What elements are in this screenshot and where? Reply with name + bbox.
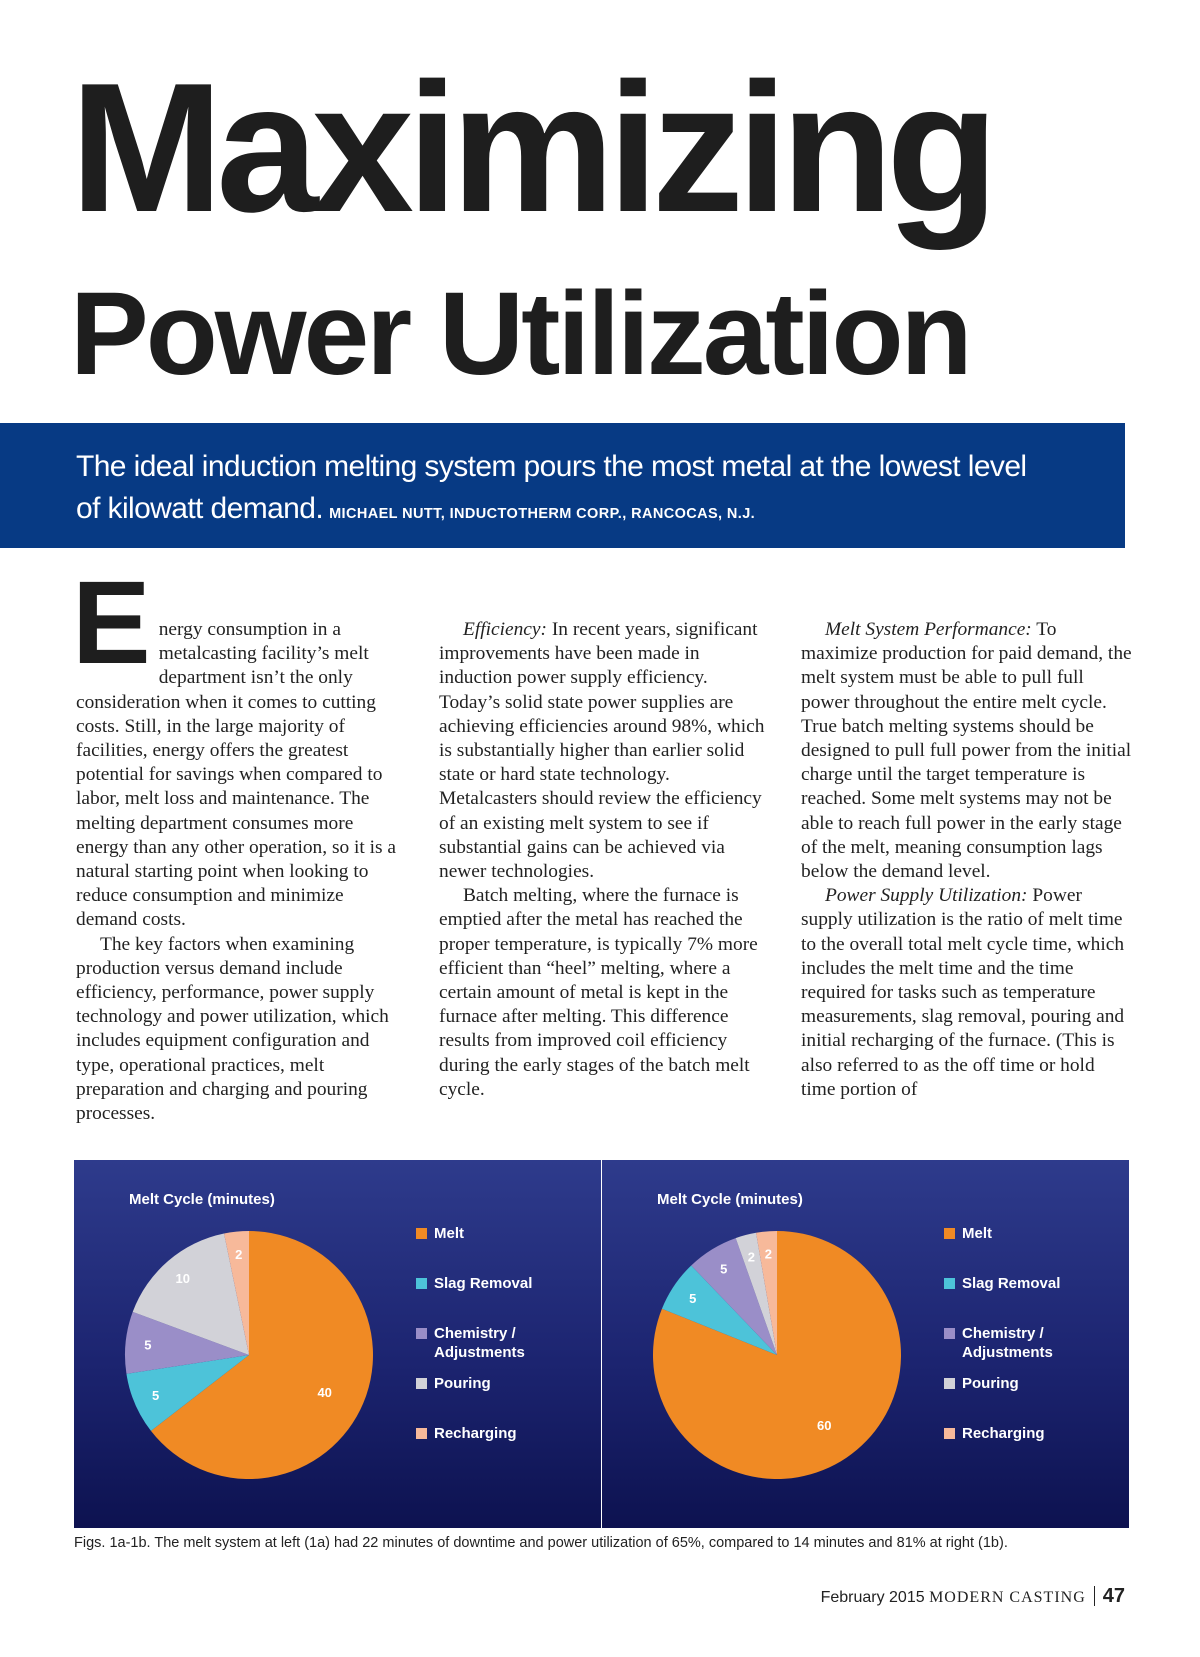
col3-lead-in-1: Melt System Performance: xyxy=(825,619,1032,640)
legend-swatch xyxy=(944,1228,955,1239)
pie-chart-1b xyxy=(602,1160,1129,1528)
legend-label: Slag Removal xyxy=(434,1275,533,1292)
slice-value-label: 2 xyxy=(235,1246,243,1262)
figure-caption: Figs. 1a-1b. The melt system at left (1a) had 22 minutes of downtime and power utilization of 65%, compared to 14 minutes and 81% at right (1b). xyxy=(74,1535,1008,1551)
chart-title: Melt Cycle (minutes) xyxy=(657,1191,803,1208)
slice-value-label: 10 xyxy=(175,1270,191,1286)
slice-value-label: 5 xyxy=(144,1337,152,1353)
headline-line-1: Maximizing xyxy=(70,44,992,250)
legend-label: Pouring xyxy=(962,1375,1019,1392)
drop-cap: E xyxy=(72,557,151,689)
headline-line-2: Power Utilization xyxy=(70,268,970,400)
legend-swatch xyxy=(416,1328,427,1339)
col2-paragraph-2: Batch melting, where the furnace is emptied after the metal has reached the proper temperature, is typically 7% more efficient than “heel” melting, where a certain amount of metal is kept in the furnace after melting. This difference results from improved coil efficiency during the early stages of the batch melt cycle. xyxy=(439,885,758,1100)
legend-label: Chemistry / Adjustments xyxy=(962,1325,1053,1361)
col1-paragraph-1: nergy consumption in a metalcasting facility’s melt department isn’t the only consideration when it comes to cutting costs. Still, in the large majority of facilities, energy offers the greatest potential for savings when compared to labor, melt loss and maintenance. The melting department consumes more energy than any other operation, so it is a natural starting point when looking to reduce consumption and minimize demand costs. xyxy=(76,619,397,931)
legend-label: Chemistry / Adjustments xyxy=(434,1325,525,1361)
legend-label: Slag Removal xyxy=(962,1275,1061,1292)
legend-swatch xyxy=(416,1278,427,1289)
pie-chart-1b-svg xyxy=(602,1160,1129,1528)
pie-chart-1a xyxy=(74,1160,601,1528)
legend-swatch xyxy=(944,1278,955,1289)
article-column-2 xyxy=(439,618,771,1102)
pie-chart-1a-svg xyxy=(74,1160,601,1528)
slice-value-label: 5 xyxy=(689,1291,697,1307)
legend-label: Melt xyxy=(962,1225,992,1242)
legend-label: Pouring xyxy=(434,1375,491,1392)
page-footer xyxy=(700,1585,1125,1608)
legend-swatch xyxy=(416,1378,427,1389)
slice-value-label: 5 xyxy=(151,1388,160,1404)
col2-paragraph-1: In recent years, significant improvements have been made in induction power supply efficiency. Today’s solid state power supplies are achieving efficiencies around 98%, which is substantially higher than earlier solid state or hard state technology. Metalcasters should review the efficiency of an existing melt system to see if substantial gains can be achieved via newer technologies. xyxy=(439,619,765,883)
slice-value-label: 2 xyxy=(747,1249,755,1265)
slice-value-label: 5 xyxy=(720,1261,728,1277)
col3-paragraph-1: To maximize production for paid demand, the melt system must be able to pull full power throughout the entire melt cycle. True batch melting systems should be designed to pull full power from the initial charge until the target temperature is reached. Some melt systems may not be able to reach full power in the early stage of the melt, meaning consumption lags below the demand level. xyxy=(801,619,1132,883)
legend-swatch xyxy=(944,1428,955,1439)
chart-title: Melt Cycle (minutes) xyxy=(129,1191,275,1208)
col1-paragraph-2: The key factors when examining production versus demand include efficiency, performance, power supply technology and power utilization, which includes equipment configuration and type, operational practices, melt preparation and charging and pouring processes. xyxy=(76,933,389,1125)
footer-date: February 2015 xyxy=(820,1589,925,1606)
byline: MICHAEL NUTT, INDUCTOTHERM CORP., RANCOCAS, N.J. xyxy=(329,506,756,522)
legend-swatch xyxy=(416,1428,427,1439)
deck-line-1: The ideal induction melting system pours the most metal at the lowest level xyxy=(76,450,1027,483)
legend-label: Recharging xyxy=(434,1425,517,1442)
col3-lead-in-2: Power Supply Utilization: xyxy=(825,885,1028,907)
col3-paragraph-2: Power supply utilization is the ratio of melt time to the overall total melt cycle time, which includes the melt time and the time required for tasks such as temperature measurements, slag removal, pouring and initial recharging of the furnace. (This is also referred to as the off time or hold time portion of xyxy=(801,885,1125,1100)
article-column-3 xyxy=(801,618,1133,1102)
deck-text xyxy=(76,446,1116,535)
legend-label: Recharging xyxy=(962,1425,1045,1442)
page-number: 47 xyxy=(1102,1585,1125,1607)
legend-swatch xyxy=(416,1228,427,1239)
legend-swatch xyxy=(944,1328,955,1339)
footer-divider xyxy=(1094,1586,1095,1606)
footer-magazine: MODERN CASTING xyxy=(929,1589,1086,1606)
slice-value-label: 60 xyxy=(816,1417,832,1433)
legend-swatch xyxy=(944,1378,955,1389)
col2-lead-in: Efficiency: xyxy=(463,619,547,640)
legend-label: Melt xyxy=(434,1225,464,1242)
slice-value-label: 2 xyxy=(764,1246,772,1262)
slice-value-label: 40 xyxy=(317,1385,332,1401)
article-column-1 xyxy=(72,557,408,1126)
deck-line-2: of kilowatt demand. xyxy=(76,492,324,525)
